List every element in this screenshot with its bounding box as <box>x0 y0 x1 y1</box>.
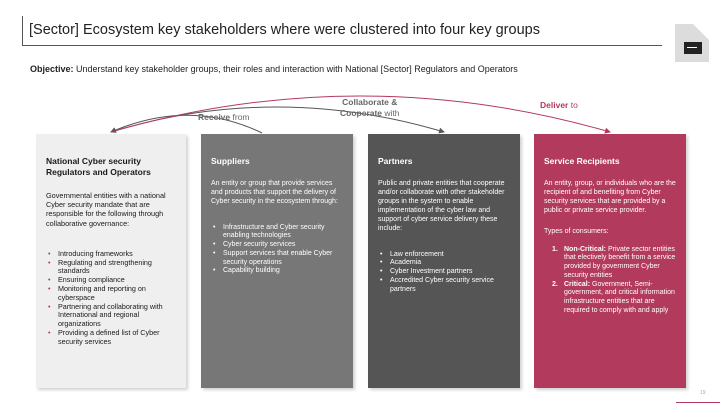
receive-label <box>198 112 250 123</box>
list-item: • Accredited Cyber security service partners <box>378 277 510 295</box>
national-title: National Cyber security Regulators and Operators <box>46 156 151 177</box>
logo <box>675 24 709 62</box>
suppliers-title: Suppliers <box>211 156 250 166</box>
list-item: • Providing a defined list of Cyber security services <box>46 329 176 347</box>
list-item: • Infrastructure and Cyber security enabling technologies <box>211 224 343 242</box>
item-number: 2. <box>552 280 558 288</box>
list-item: • Cyber Investment partners <box>378 268 510 277</box>
item-label: Non-Critical: <box>564 245 606 253</box>
list-item: • Introducing frameworks <box>46 250 176 259</box>
item-number: 1. <box>552 245 558 253</box>
partners-bullets <box>378 251 510 295</box>
recipients-types-label: Types of consumers: <box>544 227 609 235</box>
item-text: Private sector entities that electively benefit from a service provided by government Cyber security entities <box>564 245 676 279</box>
bottom-accent-line <box>676 402 720 403</box>
list-item: • Capability building <box>211 267 343 276</box>
objective-label: Objective: <box>30 64 74 74</box>
list-item: • Law enforcement <box>378 251 510 260</box>
deliver-label-rest: to <box>568 100 578 110</box>
page-number: 19 <box>700 390 706 396</box>
objective <box>30 64 518 74</box>
slide-title: [Sector] Ecosystem key stakeholders where were clustered into four key groups <box>29 22 540 38</box>
item-text: Government, Semi-government, and critical information infrastructure entities that are required to comply with and apply <box>564 280 675 315</box>
national-bullets <box>46 250 176 347</box>
list-item: • Ensuring compliance <box>46 276 176 285</box>
suppliers-desc: An entity or group that provide services and products that support the delivery of Cyber security in the ecosystem through: <box>211 179 338 205</box>
suppliers-bullets <box>211 224 343 277</box>
list-item: • Academia <box>378 259 510 268</box>
collaborate-line2-bold: Cooperate <box>340 108 383 118</box>
collaborate-line2-rest: with <box>382 108 400 118</box>
recipients-desc: An entity, group, or individuals who are the recipient of and benefiting from Cyber security services that are provided by a public or private service provider. <box>544 179 676 214</box>
deliver-label-bold: Deliver <box>540 100 569 110</box>
service-recipients-card <box>534 134 686 388</box>
list-item: • Partnering and collaborating with International and regional organizations <box>46 303 176 329</box>
objective-text: Understand key stakeholder groups, their roles and interaction with National [Sector] Regulators and Operators <box>73 64 518 74</box>
list-item: • Support services that enable Cyber security operations <box>211 250 343 268</box>
recipients-title: Service Recipients <box>544 156 620 166</box>
partners-desc: Public and private entities that cooperate and/or collaborate with other stakeholder groups in the system to enable implementation of the cyber law and support of cyber service delivery these include: <box>378 179 505 232</box>
partners-card <box>368 134 520 388</box>
title-bar <box>22 16 662 46</box>
collaborate-line1: Collaborate & <box>342 97 398 107</box>
national-regulators-card <box>36 134 186 388</box>
receive-label-rest: from <box>230 112 250 122</box>
partners-title: Partners <box>378 156 413 166</box>
list-item <box>548 281 676 316</box>
receive-label-bold: Receive <box>198 112 231 122</box>
suppliers-card <box>201 134 353 388</box>
logo-corner <box>693 24 709 40</box>
list-item <box>548 246 676 281</box>
item-label: Critical: <box>564 280 591 288</box>
list-item: • Cyber security services <box>211 241 343 250</box>
collaborate-label <box>340 97 400 119</box>
list-item: • Monitoring and reporting on cyberspace <box>46 285 176 303</box>
list-item: • Regulating and strengthening standards <box>46 259 176 277</box>
deliver-label <box>540 100 578 111</box>
recipients-types-list <box>544 246 676 316</box>
national-desc: Governmental entities with a national Cyber security mandate that are responsible for the following through collaborative governance: <box>46 191 166 228</box>
logo-mark <box>684 42 702 54</box>
